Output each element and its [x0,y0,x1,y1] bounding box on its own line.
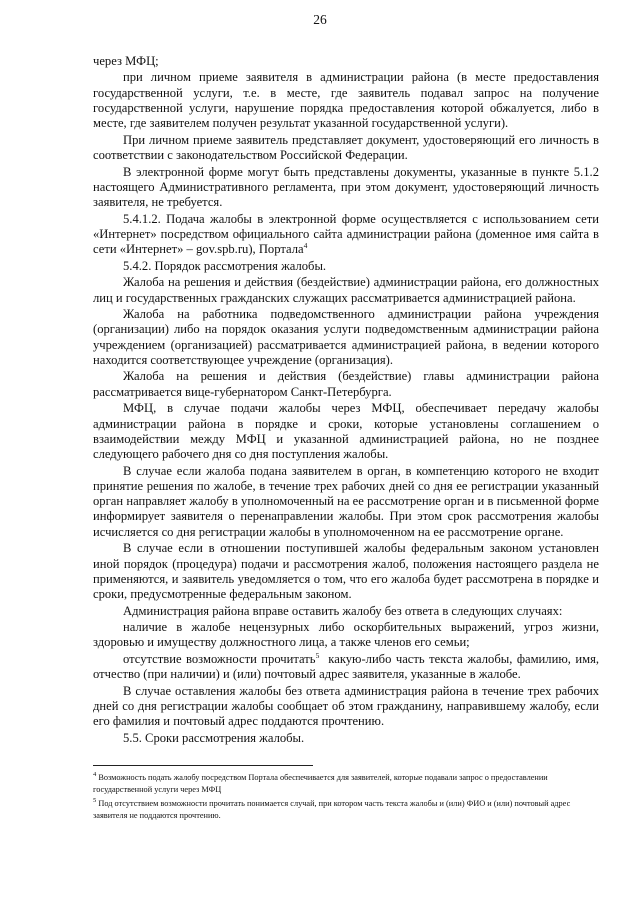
footnote-text-5: Под отсутствием возможности прочитать понимается случай, при котором часть текста жалобы и (или) ФИО и (или) почтовый адрес заявителя не поддаются прочтению. [93,799,571,820]
paragraph-complaint-district: Жалоба на решения и действия (бездействие) администрации района, его должностных лиц и государственных гражданских служащих рассматривается администрацией района. [93,275,599,305]
paragraph-complaint-head: Жалоба на решения и действия (бездействие) главы администрации района рассматривается вице-губернатором Санкт-Петербурга. [93,369,599,399]
paragraph-identity-document: При личном приеме заявитель представляет документ, удостоверяющий его личность в соответствии с законодательством Российской Федерации. [93,132,599,163]
footnote-ref-4[interactable]: 4 [303,241,308,251]
paragraph-federal-law: В случае если в отношении поступившей жалобы федеральным законом установлен иной порядок (процедура) подачи и рассмотрения жалоб, положения настоящего раздела не применяются, и заявитель уведомляется о том, что его жалоба будет рассмотрена в порядке и сроки, предусмотренные федеральным законом. [93,541,599,602]
footnote-divider [93,765,313,766]
heading-5-4-2: 5.4.2. Порядок рассмотрения жалобы. [123,258,327,273]
page-number: 26 [313,12,327,27]
paragraph-personal-reception: при личном приеме заявителя в администрации района (в месте предоставления государственной услуги, т.е. в месте, где заявитель подавал запрос на получение государственной услуги, нарушение порядка предоставления которой обжалуется, либо в месте, где заявителем получен результат указанной государственной услуги). [93,70,599,131]
paragraph-complaint-subordinate: Жалоба на работника подведомственного администрации района учреждения (организации) либо на порядок оказания услуги подведомственным администрации района учреждением (организацией) рассматривается администрацией района, в ведении которого находится соответствующее учреждение (организация). [93,307,599,367]
paragraph-unreadable-end: какую-либо часть текста жалобы, фамилию, имя, отчество (при наличии) и (или) почтовый адрес заявителя, указанные в жалобе. [93,651,600,682]
paragraph-5-4-1-2 [93,212,599,258]
paragraph-5-4-1-2-text: 5.4.1.2. Подача жалобы в электронной форме осуществляется с использованием сети «Интернет» посредством официального сайта администрации района (доменное имя сайта в сети «Интернет» – gov.spb.ru), Портала [93,211,599,257]
paragraph-unreadable [93,652,599,683]
footnote-ref-5[interactable]: 5 [315,650,320,660]
paragraph-no-answer-cases: Администрация района вправе оставить жалобу без ответа в следующих случаях: [123,603,563,618]
footnote-4 [93,772,599,795]
footnote-text-4: Возможность подать жалобу посредством Портала обеспечивается для заявителей, которые подавали запрос о предоставлении государственной услуги через МФЦ [93,773,548,794]
paragraph-mfc-channel: через МФЦ; [93,54,159,68]
paragraph-obscene-language: наличие в жалобе нецензурных либо оскорбительных выражений, угроз жизни, здоровью и имуществу должностного лица, а также членов его семьи; [93,620,599,650]
footnote-number-4: 4 [93,771,97,779]
paragraph-wrong-body: В случае если жалоба подана заявителем в орган, в компетенцию которого не входит принятие решения по жалобе, в течение трех рабочих дней со дня ее регистрации указанный орган направляет жалобу в уполномоченный на ее рассмотрение орган и в письменной форме информирует заявителя о перенаправлении жалобы. При этом срок рассмотрения жалобы исчисляется со дня регистрации жалобы в уполномоченном на ее рассмотрение органе. [93,463,599,539]
paragraph-mfc-transfer: МФЦ, в случае подачи жалобы через МФЦ, обеспечивает передачу жалобы администрации района в порядке и сроки, которые установлены соглашением о взаимодействии между МФЦ и указанной администрацией района, но не позднее следующего рабочего дня со дня поступления жалобы. [93,401,599,462]
paragraph-no-answer-notice: В случае оставления жалобы без ответа администрация района в течение трех рабочих дней со дня регистрации жалобы сообщает об этом гражданину, направившему жалобу, если его фамилия и почтовый адрес поддаются прочтению. [93,683,599,729]
footnote-number-5: 5 [93,797,97,805]
footnotes [93,772,599,824]
footnote-5 [93,798,599,821]
paragraph-electronic-documents: В электронной форме могут быть представлены документы, указанные в пункте 5.1.2 настоящего Административного регламента, при этом документ, удостоверяющий личность заявителя, не требуется. [93,164,599,210]
paragraph-unreadable-start: отсутствие возможности прочитать [123,651,316,666]
body-text [93,54,599,747]
heading-5-5: 5.5. Сроки рассмотрения жалобы. [123,730,305,745]
